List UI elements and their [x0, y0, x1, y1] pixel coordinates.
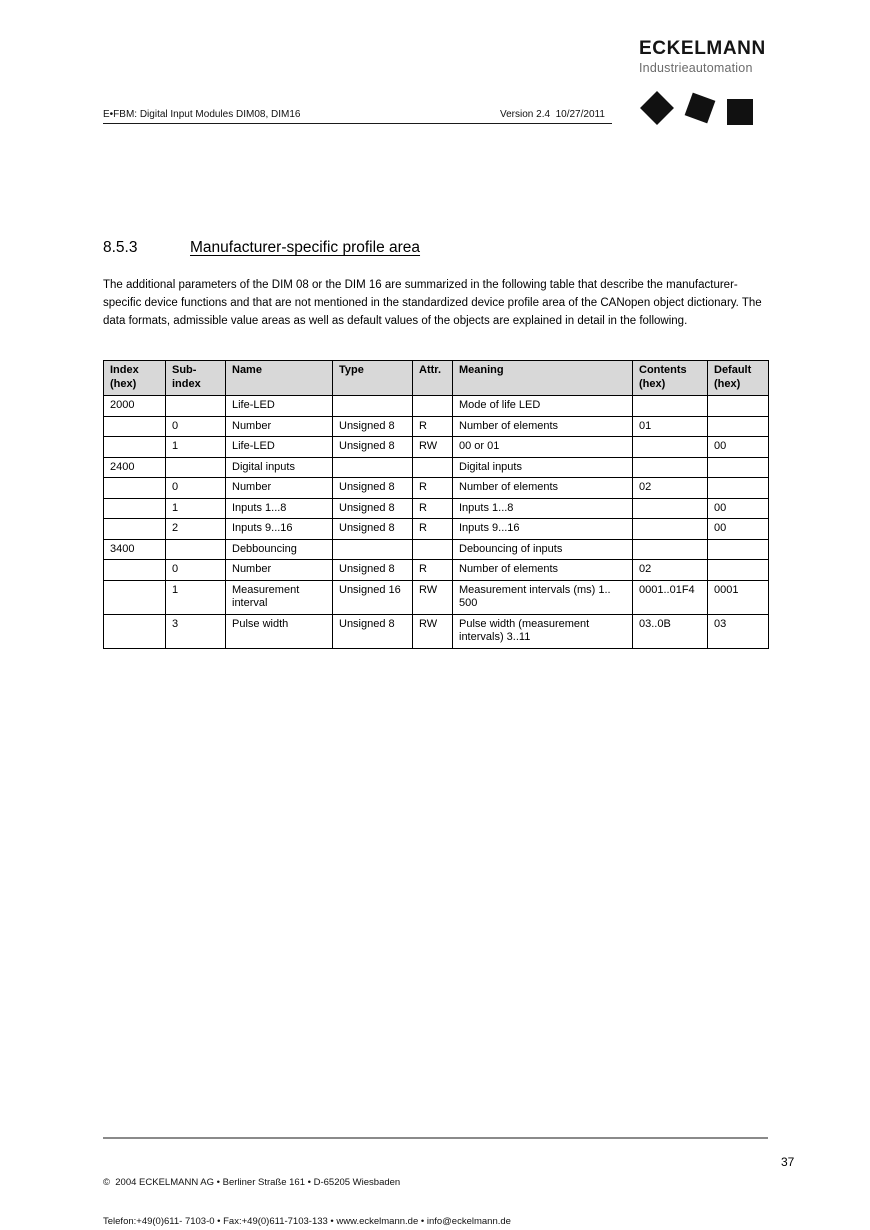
table-cell: Unsigned 8 — [333, 560, 413, 581]
table-row — [104, 478, 769, 499]
table-cell: Inputs 1...8 — [226, 498, 333, 519]
table-cell — [333, 396, 413, 417]
table-cell: RW — [413, 437, 453, 458]
table-cell — [633, 498, 708, 519]
table-cell: 01 — [633, 416, 708, 437]
column-header: Index (hex) — [104, 361, 166, 396]
table-cell: 1 — [166, 437, 226, 458]
table-cell — [104, 580, 166, 614]
table-cell: RW — [413, 580, 453, 614]
table-cell: 00 or 01 — [453, 437, 633, 458]
company-logo — [639, 38, 769, 127]
table-cell: Unsigned 8 — [333, 478, 413, 499]
table-cell: 3400 — [104, 539, 166, 560]
table-cell: 0 — [166, 560, 226, 581]
table-row — [104, 396, 769, 417]
table-cell: Measurement intervals (ms) 1.. 500 — [453, 580, 633, 614]
table-cell: 0 — [166, 478, 226, 499]
table-cell: 02 — [633, 478, 708, 499]
table-cell: 2 — [166, 519, 226, 540]
table-cell — [633, 437, 708, 458]
column-header: Meaning — [453, 361, 633, 396]
table-cell: R — [413, 416, 453, 437]
table-row — [104, 457, 769, 478]
column-header: Sub- index — [166, 361, 226, 396]
table-cell: Pulse width (measurement intervals) 3..11 — [453, 614, 633, 648]
table-cell: Life-LED — [226, 437, 333, 458]
table-row — [104, 416, 769, 437]
footer-text — [103, 1150, 511, 1230]
rotated-square-20-icon — [682, 90, 719, 127]
table-cell — [633, 539, 708, 560]
table-cell: R — [413, 560, 453, 581]
table-cell: Unsigned 8 — [333, 498, 413, 519]
logo-squares — [639, 90, 769, 127]
table-cell — [104, 478, 166, 499]
table-cell: Debouncing of inputs — [453, 539, 633, 560]
footer-rule — [103, 1137, 768, 1139]
table-cell: Inputs 9...16 — [226, 519, 333, 540]
table-cell: Unsigned 8 — [333, 519, 413, 540]
table-cell: 3 — [166, 614, 226, 648]
table-cell: Digital inputs — [226, 457, 333, 478]
table-cell — [104, 614, 166, 648]
table-cell: Unsigned 8 — [333, 416, 413, 437]
table-cell: Number — [226, 560, 333, 581]
table-cell — [708, 539, 769, 560]
table-cell: Debbouncing — [226, 539, 333, 560]
table-cell: RW — [413, 614, 453, 648]
table-cell: Number of elements — [453, 478, 633, 499]
table-cell — [708, 478, 769, 499]
table-row — [104, 539, 769, 560]
page-content — [103, 239, 768, 649]
logo-subtitle: Industrieautomation — [639, 61, 753, 75]
table-cell — [413, 539, 453, 560]
table-cell: 00 — [708, 519, 769, 540]
table-cell: 0001..01F4 — [633, 580, 708, 614]
table-cell: 0 — [166, 416, 226, 437]
table-cell: Unsigned 16 — [333, 580, 413, 614]
table-cell — [413, 396, 453, 417]
table-cell: Number — [226, 478, 333, 499]
square-icon — [725, 90, 762, 127]
table-cell — [104, 437, 166, 458]
section-number: 8.5.3 — [103, 239, 138, 256]
header-rule — [103, 123, 612, 124]
table-cell — [166, 539, 226, 560]
table-cell: Number of elements — [453, 560, 633, 581]
table-cell — [633, 457, 708, 478]
table-cell: R — [413, 478, 453, 499]
table-cell — [104, 416, 166, 437]
table-cell — [708, 396, 769, 417]
table-cell — [413, 457, 453, 478]
footer-contact-line: Telefon:+49(0)611- 7103-0 • Fax:+49(0)611-7103-133 • www.eckelmann.de • info@eckelmann.de — [103, 1216, 511, 1227]
column-header: Contents (hex) — [633, 361, 708, 396]
table-cell: 1 — [166, 498, 226, 519]
table-row — [104, 519, 769, 540]
table-cell: 2400 — [104, 457, 166, 478]
table-cell: Unsigned 8 — [333, 437, 413, 458]
intro-paragraph: The additional parameters of the DIM 08 or the DIM 16 are summarized in the following table that describe the manufacturer-specific device functions and that are not mentioned in the standardized device profile area of the CANopen object dictionary. The data formats, admissible value areas as well as default values of the objects are explained in detail in the following. — [103, 279, 762, 327]
table-cell: 2000 — [104, 396, 166, 417]
table-row — [104, 498, 769, 519]
table-cell: 00 — [708, 498, 769, 519]
table-cell: 03..0B — [633, 614, 708, 648]
profile-table-body — [104, 396, 769, 649]
table-cell — [333, 539, 413, 560]
table-cell — [708, 416, 769, 437]
table-cell: Inputs 1...8 — [453, 498, 633, 519]
table-cell: Life-LED — [226, 396, 333, 417]
column-header: Type — [333, 361, 413, 396]
table-row — [104, 437, 769, 458]
column-header: Attr. — [413, 361, 453, 396]
table-cell: R — [413, 498, 453, 519]
table-cell: 03 — [708, 614, 769, 648]
table-cell: Unsigned 8 — [333, 614, 413, 648]
table-cell: Pulse width — [226, 614, 333, 648]
table-cell: 0001 — [708, 580, 769, 614]
profile-table-head-row — [104, 361, 769, 396]
table-cell: 00 — [708, 437, 769, 458]
table-cell — [708, 560, 769, 581]
table-cell: Inputs 9...16 — [453, 519, 633, 540]
table-cell — [708, 457, 769, 478]
table-cell: R — [413, 519, 453, 540]
column-header: Default (hex) — [708, 361, 769, 396]
table-cell — [104, 519, 166, 540]
section-heading — [103, 239, 768, 257]
table-cell: 02 — [633, 560, 708, 581]
table-cell: Number of elements — [453, 416, 633, 437]
table-row — [104, 580, 769, 614]
section-title: Manufacturer-specific profile area — [190, 239, 421, 256]
table-cell: Number — [226, 416, 333, 437]
profile-table — [103, 360, 769, 649]
table-row — [104, 614, 769, 648]
table-cell — [633, 396, 708, 417]
running-header-title: E•FBM: Digital Input Modules DIM08, DIM16 — [103, 109, 301, 120]
table-row — [104, 560, 769, 581]
column-header: Name — [226, 361, 333, 396]
page-number: 37 — [781, 1155, 795, 1169]
logo-wordmark: ECKELMANN — [639, 38, 766, 59]
table-cell: Measurement interval — [226, 580, 333, 614]
table-cell — [166, 396, 226, 417]
table-cell — [104, 560, 166, 581]
table-cell: 1 — [166, 580, 226, 614]
table-cell — [104, 498, 166, 519]
running-header-version: Version 2.4 10/27/2011 — [500, 109, 605, 120]
rotated-square-45-icon — [639, 90, 676, 127]
footer-address-line: © 2004 ECKELMANN AG • Berliner Straße 161 • D-65205 Wiesbaden — [103, 1177, 401, 1188]
table-cell — [633, 519, 708, 540]
table-cell: Digital inputs — [453, 457, 633, 478]
table-cell — [166, 457, 226, 478]
table-cell — [333, 457, 413, 478]
table-cell: Mode of life LED — [453, 396, 633, 417]
